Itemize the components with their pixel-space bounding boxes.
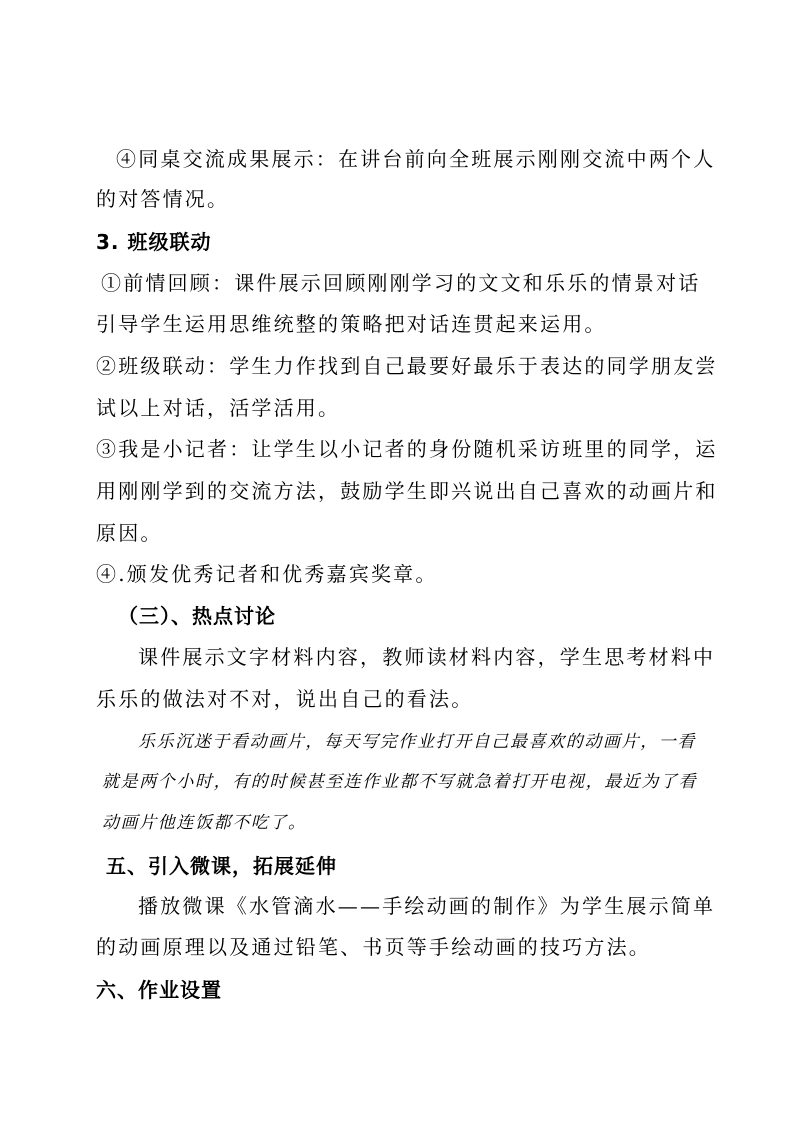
paragraph-line: 的对答情况。 bbox=[96, 187, 230, 211]
section-heading: 六、作业设置 bbox=[96, 978, 222, 1002]
paragraph-line: 用刚刚学到的交流方法，鼓励学生即兴说出自己喜欢的动画片和 bbox=[96, 479, 718, 503]
section-heading: （三）、热点讨论 bbox=[118, 604, 276, 628]
section-heading: 五、引入微课，拓展延伸 bbox=[106, 854, 337, 878]
paragraph-line: ④同桌交流成果展示：在讲台前向全班展示刚刚交流中两个人 bbox=[116, 147, 716, 171]
paragraph-line: 播放微课《水管滴水——手绘动画的制作》为学生展示简单 bbox=[138, 894, 716, 918]
paragraph-line: 乐乐的做法对不对，说出自己的看法。 bbox=[96, 687, 474, 711]
paragraph-line: ①前情回顾：课件展示回顾刚刚学习的文文和乐乐的情景对话 bbox=[101, 271, 701, 295]
quoted-material-line: 动画片他连饭都不吃了。 bbox=[102, 813, 307, 833]
paragraph-line: 试以上对话，活学活用。 bbox=[96, 396, 341, 420]
paragraph-line: ④.颁发优秀记者和优秀嘉宾奖章。 bbox=[96, 562, 438, 586]
paragraph-line: 的动画原理以及通过铅笔、书页等手绘动画的技巧方法。 bbox=[96, 935, 651, 959]
paragraph-line: ②班级联动：学生力作找到自己最要好最乐于表达的同学朋友尝 bbox=[96, 354, 718, 378]
section-heading: 3. 班级联动 bbox=[96, 230, 212, 254]
quoted-material-line: 就是两个小时，有的时候甚至连作业都不写就急着打开电视，最近为了看 bbox=[102, 772, 698, 792]
paragraph-line: 引导学生运用思维统整的策略把对话连贯起来运用。 bbox=[96, 312, 607, 336]
paragraph-line: ③我是小记者：让学生以小记者的身份随机采访班里的同学，运 bbox=[96, 437, 718, 461]
paragraph-line: 原因。 bbox=[96, 521, 163, 545]
quoted-material-line: 乐乐沉迷于看动画片，每天写完作业打开自己最喜欢的动画片，一看 bbox=[138, 732, 696, 752]
paragraph-line: 课件展示文字材料内容，教师读材料内容，学生思考材料中 bbox=[138, 645, 716, 669]
